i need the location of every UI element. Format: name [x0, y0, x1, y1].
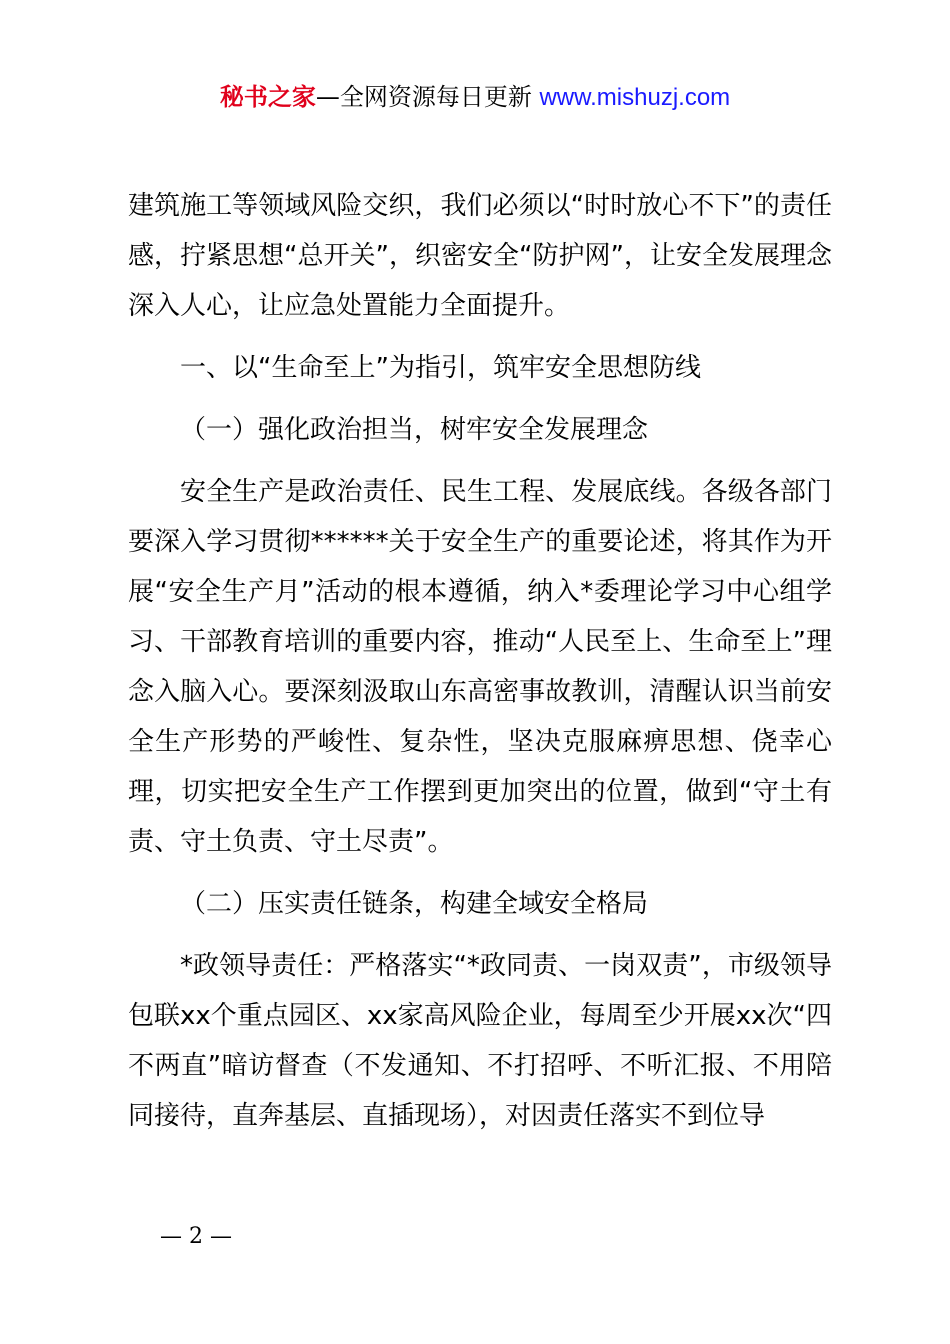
document-body: [128, 181, 832, 1141]
header-tagline: —全网资源每日更新: [315, 83, 540, 111]
page-number: — 2 —: [160, 1224, 232, 1249]
subsection-heading-1: （一）强化政治担当，树牢安全发展理念: [180, 415, 649, 445]
page-header: [0, 80, 950, 115]
subsection-heading-2: （二）压实责任链条，构建全域安全格局: [180, 889, 649, 919]
paragraph-leadership-responsibility: *政领导责任：严格落实“*政同责、一岗双责”，市级领导包联xx个重点园区、xx家高风险企业，每周至少开展xx次“四不两直”暗访督查（不发通知、不打招呼、不听汇报、不用陪同接待，直奔基层、直插现场），对因责任落实不到位导: [128, 951, 832, 1131]
paragraph-safety-production: 安全生产是政治责任、民生工程、发展底线。各级各部门要深入学习贯彻******关于安全生产的重要论述，将其作为开展“安全生产月”活动的根本遵循，纳入*委理论学习中心组学习、干部教育培训的重要内容，推动“人民至上、生命至上”理念入脑入心。要深刻汲取山东高密事故教训，清醒认识当前安全生产形势的严峻性、复杂性，坚决克服麻痹思想、侥幸心理，切实把安全生产工作摆到更加突出的位置，做到“守土有责、守土负责、守土尽责”。: [128, 477, 832, 857]
brand-name: 秘书之家: [219, 83, 316, 111]
paragraph-continued: 建筑施工等领域风险交织，我们必须以“时时放心不下”的责任感，拧紧思想“总开关”，织密安全“防护网”，让安全发展理念深入人心，让应急处置能力全面提升。: [128, 191, 832, 321]
site-url: www.mishuzj.com: [539, 84, 731, 111]
section-heading-1: 一、以“生命至上”为指引，筑牢安全思想防线: [180, 353, 701, 383]
